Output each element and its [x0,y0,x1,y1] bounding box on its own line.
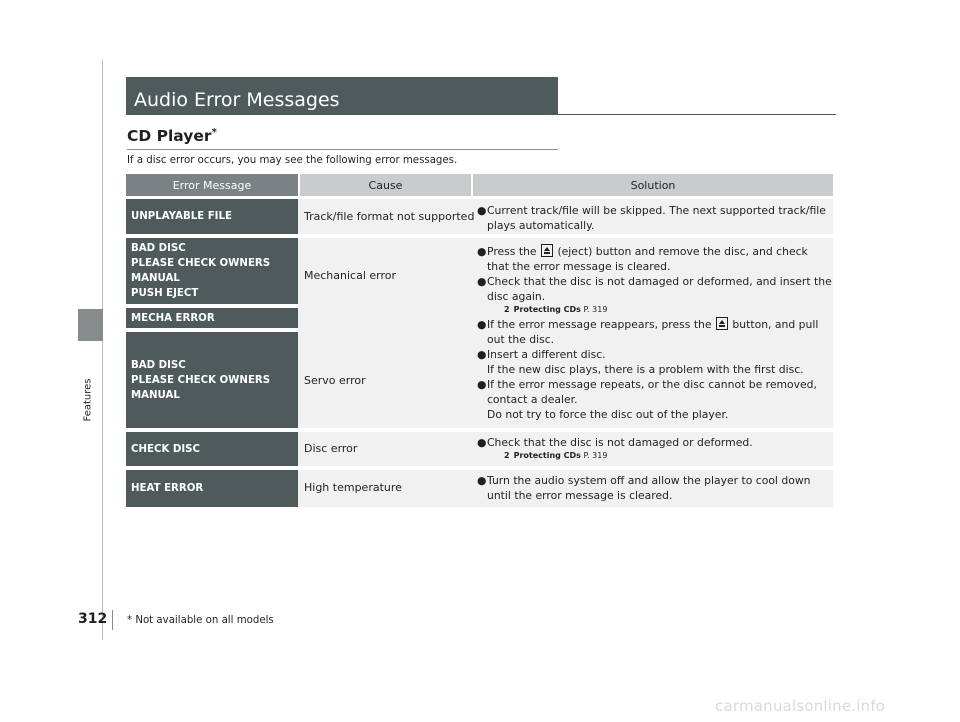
message-check-disc: CHECK DISC [126,432,298,466]
reference-arrow-icon: 2 [504,305,510,314]
reference-arrow-icon: 2 [504,451,510,460]
model-availability-mark: * [211,127,217,138]
message-line: MANUAL [131,273,180,284]
eject-icon [541,244,553,257]
solution-text: (eject) button and remove the disc, and check that the error message is cleared. [487,245,808,273]
cross-reference [504,450,833,462]
message-line: BAD DISC [131,243,186,254]
chapter-tab-marker [78,309,103,341]
solution-text: If the error message repeats, or the disc cannot be removed, contact a dealer. [487,378,817,406]
solution-text: Press the [487,245,537,258]
solution-disc-errors: ● Press the (eject) button and remove the disc, and check that the error message is cleared. ● Check that the disc is not damaged or deformed, and insert the disc again. 2 Protecting CDs P. 319 ● If the error message reappears, press the button, and pull out the disc. ● Insert a different disc. If the new disc plays, there is a problem with the first disc. ● If the error message repeats, or the disc cannot be removed, contact a dealer. Do not try to force the disc out of the player. [477,245,832,421]
message-line: PLEASE CHECK OWNERS [131,374,271,386]
solution-check-disc: ● Check that the disc is not damaged or deformed. 2 Protecting CDs P. 319 [477,435,833,463]
page-number: 312 [78,611,108,627]
cause-high-temperature: High temperature [304,481,402,494]
subheading [127,127,217,145]
solution-unplayable: ● Current track/file will be skipped. The next supported track/file plays automatically. [477,203,833,233]
reference-title[interactable]: Protecting CDs [513,451,581,460]
message-unplayable-file: UNPLAYABLE FILE [126,199,298,234]
message-heat-error: HEAT ERROR [126,470,298,507]
reference-page: P. 319 [583,451,608,460]
side-divider [102,60,103,640]
message-line: PUSH EJECT [131,288,199,299]
section-title: Audio Error Messages [126,77,558,115]
title-rule [558,114,836,115]
footer-divider [112,610,113,630]
eject-icon [716,317,728,330]
chapter-label: Features [82,378,94,422]
solution-heat-error: ● Turn the audio system off and allow the player to cool down until the error message is cleared. [477,473,833,503]
solution-text: Do not try to force the disc out of the player. [487,408,729,421]
solution-text: Check that the disc is not damaged or deformed. [487,436,753,449]
solution-text: Check that the disc is not damaged or deformed, and insert the disc again. [487,275,832,303]
cause-mechanical: Mechanical error [304,269,397,282]
solution-text: If the new disc plays, there is a problem with the first disc. [487,363,804,376]
solution-text: If the error message reappears, press the [487,318,712,331]
solution-text: button, and pull out the disc. [487,318,819,346]
cause-unplayable: Track/file format not supported [304,210,475,223]
subheading-text: CD Player [127,127,212,146]
message-line: BAD DISC [131,359,186,371]
cross-reference [504,304,833,316]
solution-text: Current track/file will be skipped. The next supported track/file plays automatically. [487,204,826,232]
message-bad-disc-eject [126,238,298,304]
message-mecha-error: MECHA ERROR [126,308,298,328]
cause-disc-error: Disc error [304,442,358,455]
header-cause: Cause [300,174,471,196]
solution-text: Insert a different disc. [487,348,606,361]
message-line: MANUAL [131,389,180,401]
message-line: PLEASE CHECK OWNERS [131,258,271,269]
solution-text: Turn the audio system off and allow the player to cool down until the error message is cleared. [487,474,811,502]
cause-servo: Servo error [304,374,366,387]
footnote: * Not available on all models [127,615,274,626]
subheading-rule [127,149,558,150]
watermark: carmanualsonline.info [715,697,886,715]
intro-text: If a disc error occurs, you may see the following error messages. [127,155,458,166]
header-error-message: Error Message [126,174,298,196]
message-bad-disc-servo [126,332,298,428]
reference-title[interactable]: Protecting CDs [513,305,581,314]
header-solution: Solution [473,174,833,196]
reference-page: P. 319 [583,305,608,314]
